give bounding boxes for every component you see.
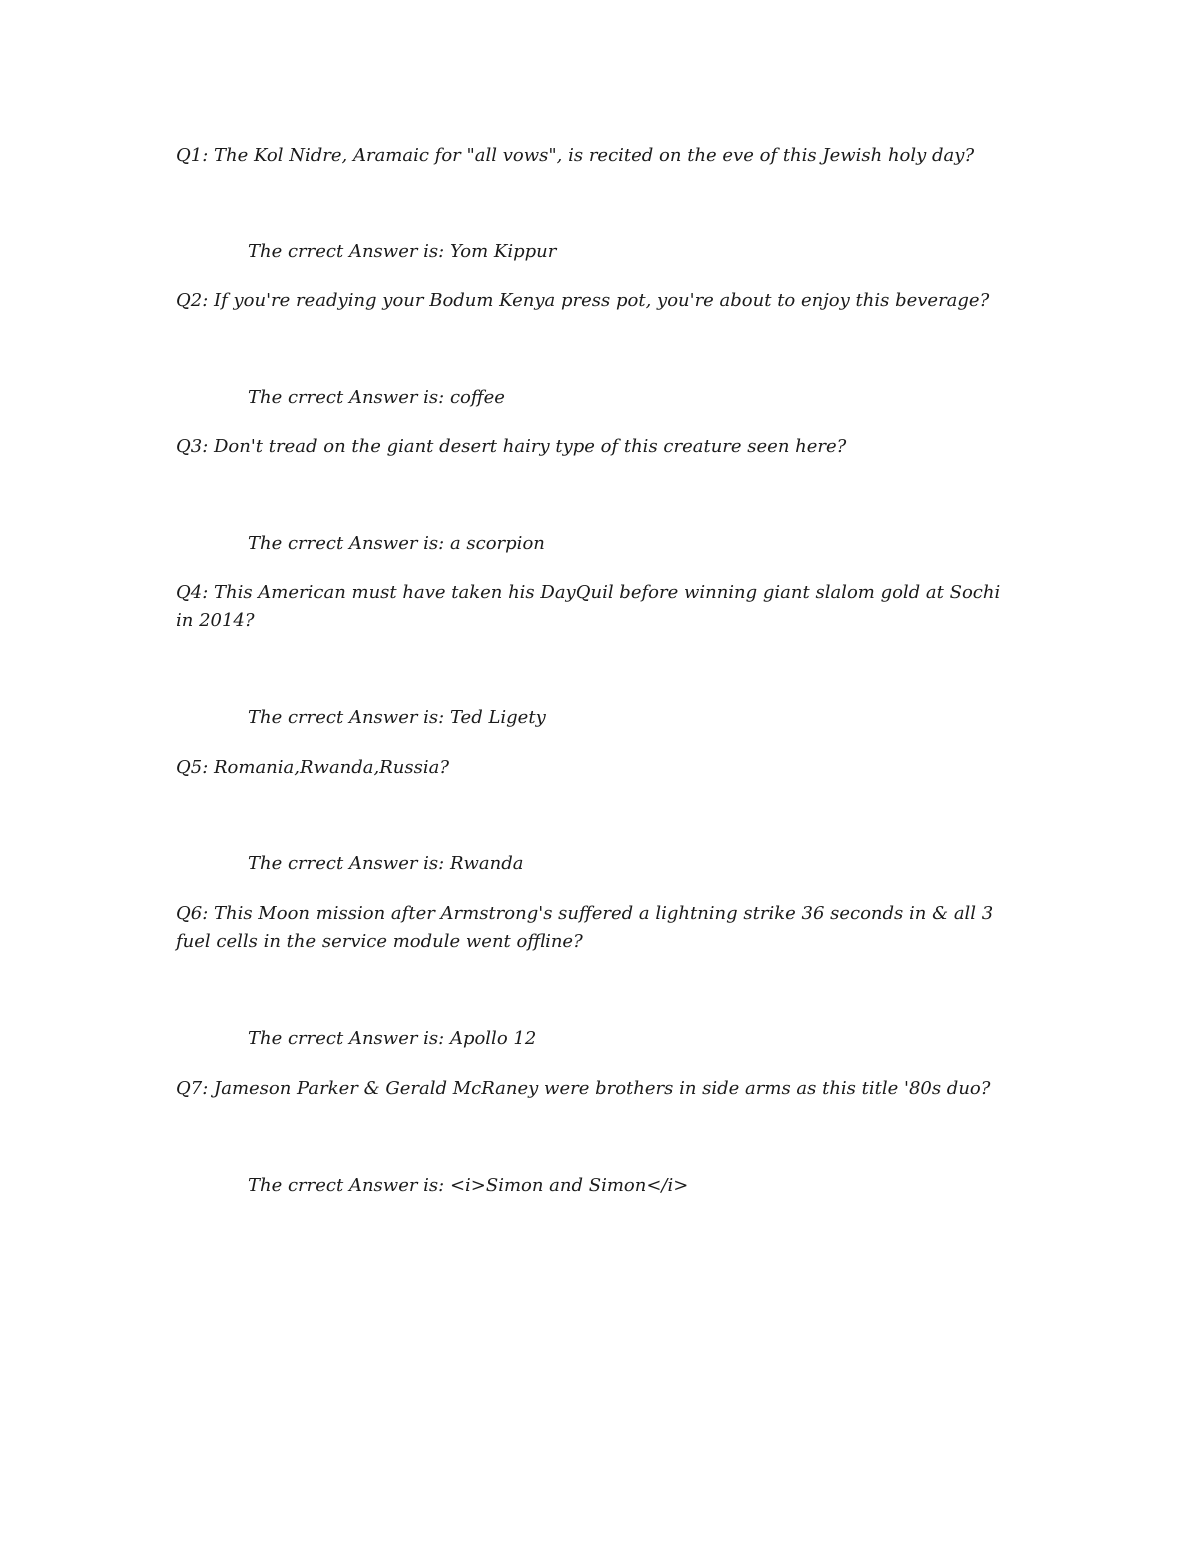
question-4: Q4: This American must have taken his DayQuil before winning giant slalom gold at Sochi in 2014? [176, 582, 1001, 631]
answer-4: The crrect Answer is: Ted Ligety [248, 707, 546, 728]
question-1: Q1: The Kol Nidre, Aramaic for "all vows", is recited on the eve of this Jewish holy day? [176, 145, 975, 166]
answer-6: The crrect Answer is: Apollo 12 [248, 1028, 537, 1049]
question-2: Q2: If you're readying your Bodum Kenya press pot, you're about to enjoy this beverage? [176, 290, 990, 311]
question-5: Q5: Romania,Rwanda,Russia? [176, 757, 450, 778]
answer-1: The crrect Answer is: Yom Kippur [248, 241, 557, 262]
answer-5: The crrect Answer is: Rwanda [248, 853, 524, 874]
answer-7: The crrect Answer is: <i>Simon and Simon</i> [248, 1175, 689, 1196]
question-3: Q3: Don't tread on the giant desert hairy type of this creature seen here? [176, 436, 847, 457]
question-7: Q7: Jameson Parker & Gerald McRaney were brothers in side arms as this title '80s duo? [176, 1078, 991, 1099]
answer-2: The crrect Answer is: coffee [248, 387, 505, 408]
question-6: Q6: This Moon mission after Armstrong's suffered a lightning strike 36 seconds in & all 3 fuel cells in the service module went offline? [176, 903, 994, 952]
answer-3: The crrect Answer is: a scorpion [248, 533, 545, 554]
